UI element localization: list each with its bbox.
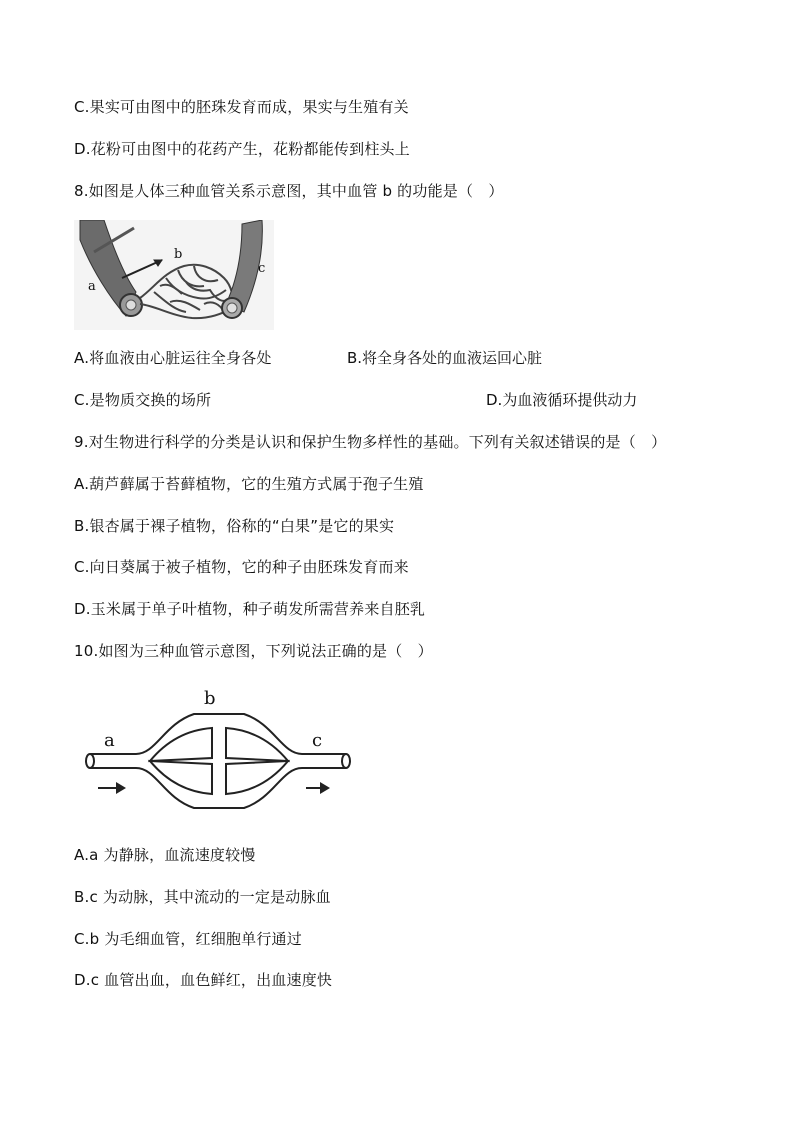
option-q10b: B.c 为动脉，其中流动的一定是动脉血: [74, 888, 331, 906]
option-q8d: D.为血液循环提供动力: [486, 391, 638, 409]
option-q9a: A.葫芦藓属于苔藓植物，它的生殖方式属于孢子生殖: [74, 475, 424, 493]
label-c: c: [312, 730, 323, 751]
label-a: a: [88, 279, 96, 294]
option-q7c: C.果实可由图中的胚珠发育而成，果实与生殖有关: [74, 98, 409, 116]
label-c: c: [258, 261, 266, 276]
option-q9c: C.向日葵属于被子植物，它的种子由胚珠发育而来: [74, 558, 409, 576]
blood-vessel-figure-1: [74, 220, 274, 330]
option-q8c: C.是物质交换的场所: [74, 391, 212, 409]
option-q10c: C.b 为毛细血管，红细胞单行通过: [74, 930, 302, 948]
option-q9d: D.玉米属于单子叶植物，种子萌发所需营养来自胚乳: [74, 600, 426, 618]
option-q7d: D.花粉可由图中的花药产生，花粉都能传到柱头上: [74, 140, 410, 158]
label-a: a: [104, 730, 115, 751]
option-q8a: A.将血液由心脏运往全身各处: [74, 349, 272, 367]
question-8: 8.如图是人体三种血管关系示意图，其中血管 b 的功能是（ ）: [74, 182, 504, 200]
blood-vessel-figure-2: [84, 684, 354, 814]
option-q10d: D.c 血管出血，血色鲜红，出血速度快: [74, 971, 333, 989]
label-b: b: [174, 247, 183, 262]
question-10: 10.如图为三种血管示意图，下列说法正确的是（ ）: [74, 642, 433, 660]
option-q10a: A.a 为静脉，血流速度较慢: [74, 846, 256, 864]
option-q8b: B.将全身各处的血液运回心脏: [347, 349, 543, 367]
question-9: 9.对生物进行科学的分类是认识和保护生物多样性的基础。下列有关叙述错误的是（ ）: [74, 433, 667, 451]
option-q9b: B.银杏属于裸子植物，俗称的“白果”是它的果实: [74, 517, 395, 535]
label-b: b: [204, 688, 216, 709]
